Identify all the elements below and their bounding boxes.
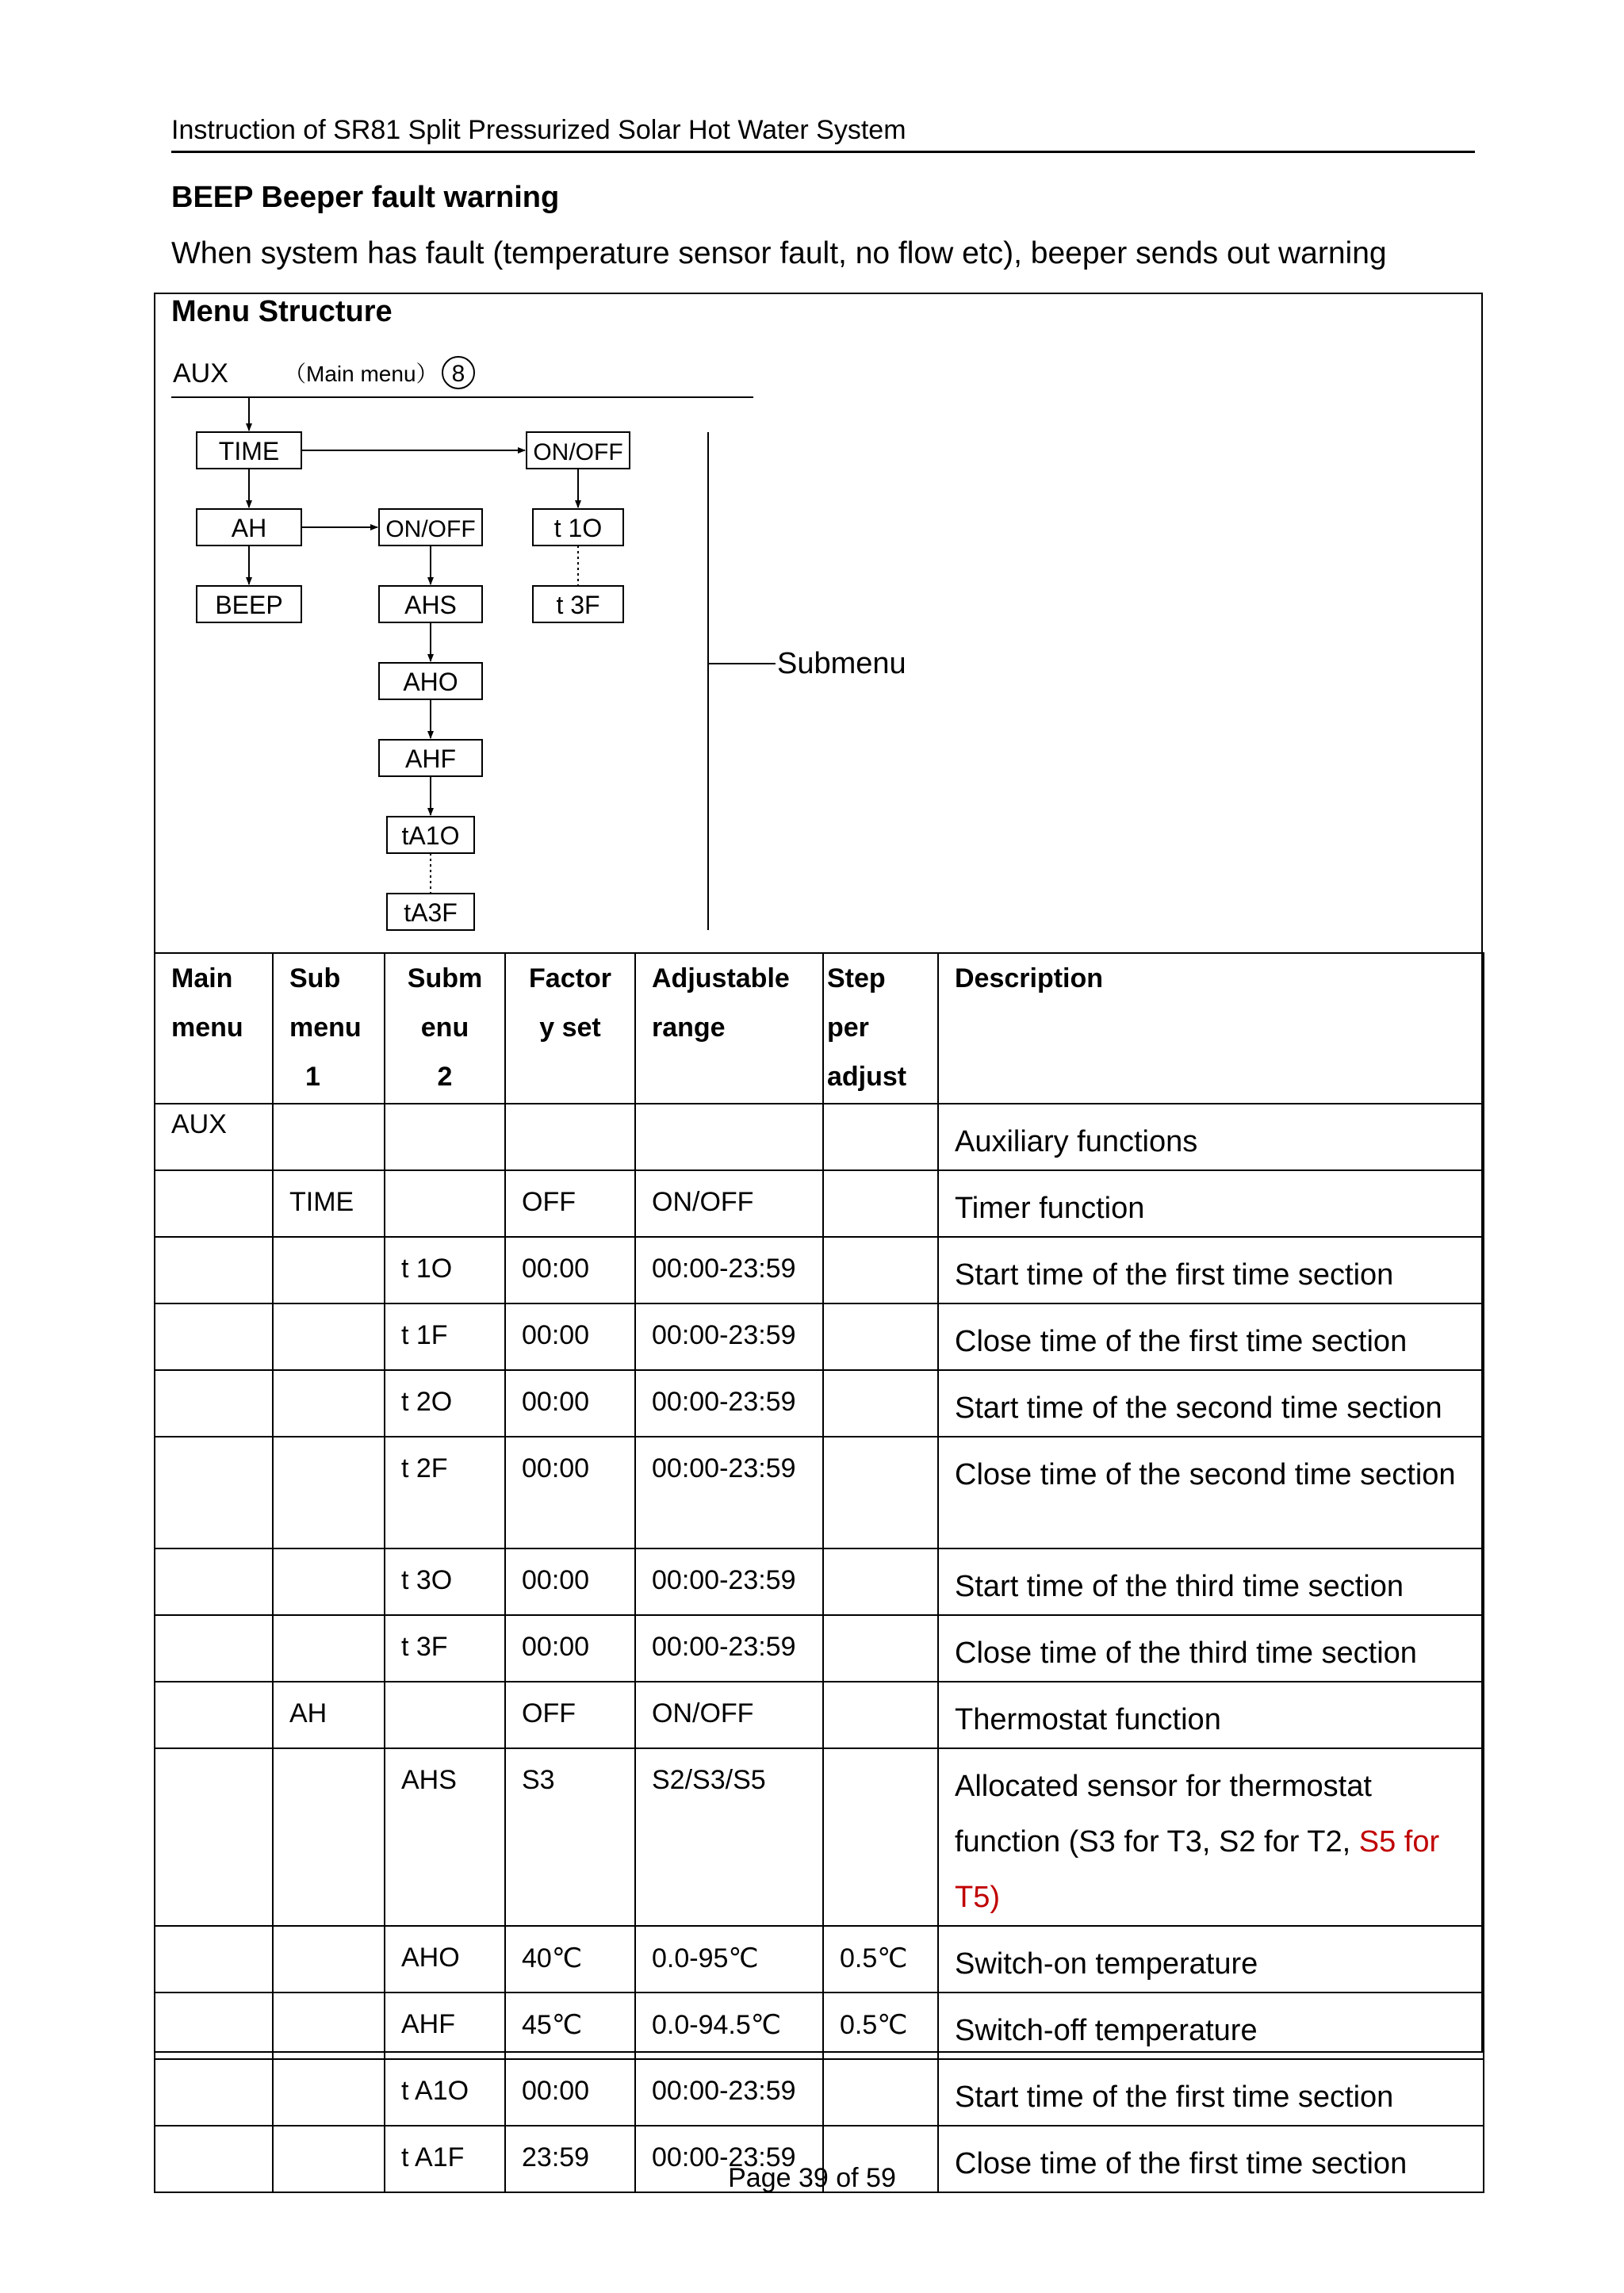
cell-desc: Thermostat function bbox=[938, 1682, 1484, 1748]
cell-main bbox=[155, 1992, 273, 2059]
cell-factory: 00:00 bbox=[505, 1437, 635, 1548]
table-row bbox=[155, 1548, 1484, 1615]
page-header bbox=[171, 115, 1475, 153]
cell-range: 00:00-23:59 bbox=[635, 1370, 823, 1437]
cell-range: 00:00-23:59 bbox=[635, 1237, 823, 1303]
cell-factory: 00:00 bbox=[505, 1370, 635, 1437]
cell-desc: Switch-on temperature bbox=[938, 1926, 1484, 1992]
menu-structure-diagram bbox=[155, 341, 1028, 944]
cell-range: 00:00-23:59 bbox=[635, 1303, 823, 1370]
cell-step: 0.5℃ bbox=[823, 1992, 938, 2059]
node-t1o: t 1O bbox=[553, 514, 603, 542]
table-row bbox=[155, 1992, 1484, 2059]
cell-range: 00:00-23:59 bbox=[635, 1615, 823, 1682]
cell-range: 00:00-23:59 bbox=[635, 2059, 823, 2126]
cell-sub1 bbox=[273, 1437, 385, 1548]
header-title: Instruction of SR81 Split Pressurized Solar Hot Water System bbox=[171, 115, 906, 145]
desc-highlight: S5 for T5) bbox=[955, 1825, 1440, 1914]
cell-main bbox=[155, 1170, 273, 1237]
cell-main bbox=[155, 1548, 273, 1615]
header-sub-menu-1: Sub menu 1 bbox=[273, 953, 385, 1104]
node-ta3f: tA3F bbox=[404, 898, 458, 927]
cell-desc: Close time of the second time section bbox=[938, 1437, 1484, 1548]
cell-desc: Start time of the first time section bbox=[938, 2059, 1484, 2126]
table-row bbox=[155, 2059, 1484, 2126]
cell-factory: 00:00 bbox=[505, 1303, 635, 1370]
cell-factory: OFF bbox=[505, 1682, 635, 1748]
cell-sub2: t 2O bbox=[385, 1370, 505, 1437]
cell-sub1 bbox=[273, 1926, 385, 1992]
page-number: Page 39 of 59 bbox=[728, 2163, 896, 2193]
cell-sub1 bbox=[273, 1748, 385, 1926]
cell-step bbox=[823, 2059, 938, 2126]
cell-main bbox=[155, 1237, 273, 1303]
node-ahs: AHS bbox=[404, 591, 457, 619]
cell-sub1 bbox=[273, 1615, 385, 1682]
cell-range: 0.0-95℃ bbox=[635, 1926, 823, 1992]
cell-desc: Close time of the first time section bbox=[938, 1303, 1484, 1370]
cell-desc: Start time of the second time section bbox=[938, 1370, 1484, 1437]
cell-range: 00:00-23:59 bbox=[635, 1548, 823, 1615]
node-beep: BEEP bbox=[215, 591, 283, 619]
node-t3f: t 3F bbox=[556, 591, 600, 619]
cell-step bbox=[823, 1748, 938, 1926]
header-adjustable-range: Adjustable range bbox=[635, 953, 823, 1104]
cell-sub1 bbox=[273, 2059, 385, 2126]
cell-step bbox=[823, 1682, 938, 1748]
cell-factory: 00:00 bbox=[505, 1237, 635, 1303]
cell-step bbox=[823, 1303, 938, 1370]
cell-main: AUX bbox=[155, 1104, 273, 1170]
cell-range: 00:00-23:59 bbox=[635, 1437, 823, 1548]
cell-desc: Start time of the third time section bbox=[938, 1548, 1484, 1615]
header-factory-set: Factor y set bbox=[505, 953, 635, 1104]
cell-desc: Close time of the first time section bbox=[938, 2126, 1484, 2192]
cell-step bbox=[823, 1237, 938, 1303]
node-ta1o: tA1O bbox=[401, 821, 460, 850]
cell-sub2: AHF bbox=[385, 1992, 505, 2059]
cell-factory: 40℃ bbox=[505, 1926, 635, 1992]
cell-desc: Close time of the third time section bbox=[938, 1615, 1484, 1682]
root-label: AUX bbox=[173, 358, 228, 389]
cell-sub1 bbox=[273, 1303, 385, 1370]
cell-step bbox=[823, 1370, 938, 1437]
submenu-label: Submenu bbox=[777, 647, 906, 680]
cell-sub2 bbox=[385, 1682, 505, 1748]
cell-desc: Start time of the first time section bbox=[938, 1237, 1484, 1303]
cell-range bbox=[635, 1104, 823, 1170]
cell-range: 0.0-94.5℃ bbox=[635, 1992, 823, 2059]
table-row bbox=[155, 1370, 1484, 1437]
cell-main bbox=[155, 1370, 273, 1437]
cell-sub2: t 3F bbox=[385, 1615, 505, 1682]
cell-desc bbox=[938, 1748, 1484, 1926]
main-menu-label: （Main menu） bbox=[284, 362, 439, 386]
desc-text: Allocated sensor for thermostat function (S3 for T3, S2 for T2, bbox=[955, 1770, 1372, 1859]
cell-sub1 bbox=[273, 1104, 385, 1170]
cell-factory: 45℃ bbox=[505, 1992, 635, 2059]
node-ahf: AHF bbox=[405, 745, 456, 773]
cell-sub2: AHO bbox=[385, 1926, 505, 1992]
cell-main bbox=[155, 1748, 273, 1926]
cell-sub2: t 3O bbox=[385, 1548, 505, 1615]
cell-desc: Timer function bbox=[938, 1170, 1484, 1237]
cell-factory: 00:00 bbox=[505, 1615, 635, 1682]
cell-range: S2/S3/S5 bbox=[635, 1748, 823, 1926]
cell-main bbox=[155, 1682, 273, 1748]
header-description: Description bbox=[938, 953, 1484, 1104]
cell-main bbox=[155, 1437, 273, 1548]
cell-sub1: TIME bbox=[273, 1170, 385, 1237]
cell-factory: S3 bbox=[505, 1748, 635, 1926]
cell-factory: 00:00 bbox=[505, 2059, 635, 2126]
table-row bbox=[155, 1437, 1484, 1548]
cell-sub1 bbox=[273, 1237, 385, 1303]
header-main-menu: Main menu bbox=[155, 953, 273, 1104]
cell-step bbox=[823, 1104, 938, 1170]
header-sub-menu-2: Subm enu 2 bbox=[385, 953, 505, 1104]
node-time-onoff: ON/OFF bbox=[533, 439, 623, 465]
main-menu-number: 8 bbox=[451, 361, 465, 387]
cell-main bbox=[155, 1303, 273, 1370]
intro-text: When system has fault (temperature sensor fault, no flow etc), beeper sends out warning bbox=[171, 236, 1387, 270]
cell-main bbox=[155, 1615, 273, 1682]
node-ah: AH bbox=[231, 514, 267, 542]
cell-sub2 bbox=[385, 1170, 505, 1237]
cell-step: 0.5℃ bbox=[823, 1926, 938, 1992]
cell-sub2 bbox=[385, 1104, 505, 1170]
menu-structure-title: Menu Structure bbox=[171, 295, 393, 328]
cell-range: ON/OFF bbox=[635, 1682, 823, 1748]
cell-factory: 23:59 bbox=[505, 2126, 635, 2192]
node-time: TIME bbox=[218, 437, 280, 465]
cell-factory bbox=[505, 1104, 635, 1170]
cell-sub2: t A1F bbox=[385, 2126, 505, 2192]
cell-sub2: t A1O bbox=[385, 2059, 505, 2126]
table-row bbox=[155, 1682, 1484, 1748]
cell-step bbox=[823, 1548, 938, 1615]
cell-main bbox=[155, 1926, 273, 1992]
cell-sub2: t 1F bbox=[385, 1303, 505, 1370]
table-row bbox=[155, 1303, 1484, 1370]
cell-desc: Switch-off temperature bbox=[938, 1992, 1484, 2059]
menu-table bbox=[154, 952, 1484, 2193]
cell-range: ON/OFF bbox=[635, 1170, 823, 1237]
cell-step bbox=[823, 1437, 938, 1548]
cell-sub2: t 1O bbox=[385, 1237, 505, 1303]
cell-sub1 bbox=[273, 1370, 385, 1437]
cell-sub1: AH bbox=[273, 1682, 385, 1748]
header-step-per-adjust: Step per adjust bbox=[823, 953, 938, 1104]
node-ah-onoff: ON/OFF bbox=[385, 516, 476, 542]
cell-main bbox=[155, 2059, 273, 2126]
table-row bbox=[155, 1926, 1484, 1992]
table-row bbox=[155, 1170, 1484, 1237]
cell-sub1 bbox=[273, 1992, 385, 2059]
cell-desc: Auxiliary functions bbox=[938, 1104, 1484, 1170]
cell-sub1 bbox=[273, 1548, 385, 1615]
cell-sub2: AHS bbox=[385, 1748, 505, 1926]
section-title: BEEP Beeper fault warning bbox=[171, 181, 560, 214]
table-row bbox=[155, 1748, 1484, 1926]
cell-step bbox=[823, 1615, 938, 1682]
table-row bbox=[155, 1104, 1484, 1170]
cell-factory: 00:00 bbox=[505, 1548, 635, 1615]
cell-factory: OFF bbox=[505, 1170, 635, 1237]
cell-step bbox=[823, 1170, 938, 1237]
table-header-row bbox=[155, 953, 1484, 1104]
page-footer bbox=[0, 2163, 1624, 2194]
cell-sub2: t 2F bbox=[385, 1437, 505, 1548]
node-aho: AHO bbox=[403, 668, 458, 696]
table-row bbox=[155, 1615, 1484, 1682]
table-row bbox=[155, 1237, 1484, 1303]
cell-range: 00:00-23:59 bbox=[635, 2126, 823, 2192]
